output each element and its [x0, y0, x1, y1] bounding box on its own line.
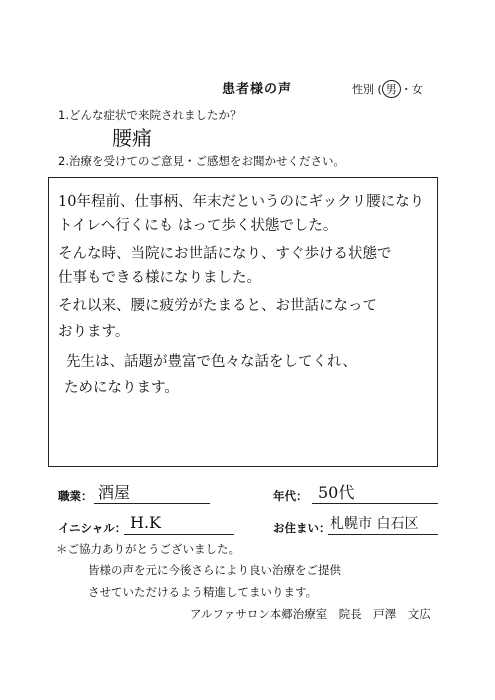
- comment-line: ためになります。: [64, 380, 179, 396]
- thanks-note: ＊ご協力ありがとうございました。: [56, 542, 240, 556]
- initial-underline: [124, 534, 234, 535]
- question-1: 1.どんな症状で来院されましたか？: [58, 108, 242, 122]
- question-2: 2.治療を受けてのご意見・ご感想をお聞かせください。: [58, 154, 345, 168]
- comment-line: おります。: [58, 324, 130, 340]
- page-title: 患者様の声: [222, 82, 293, 97]
- initial-label: イニシャル：: [58, 521, 127, 535]
- gender-label: 性別: [352, 83, 374, 96]
- address-value: 札幌市 白石区: [330, 516, 419, 532]
- initial-value: H.K: [130, 513, 161, 532]
- address-underline: [328, 534, 438, 535]
- comment-line: それ以来、腰に疲労がたまると、お世話になって: [58, 298, 377, 314]
- comment-line: 10年程前、仕事柄、年末だというのにギックリ腰になり: [58, 194, 425, 210]
- age-label: 年代：: [273, 489, 308, 503]
- comment-line: トイレへ行くにも はって歩く状態でした。: [58, 218, 338, 234]
- job-underline: [94, 503, 210, 504]
- answer-1-handwritten: 腰痛: [112, 126, 152, 150]
- gender-female: 女: [411, 83, 423, 96]
- gender-open-paren: (: [377, 83, 382, 96]
- comment-line: 仕事もできる様になりました。: [58, 270, 261, 286]
- gender-selector: [352, 80, 423, 98]
- message-line-2: させていただけるよう精進してまいります。: [88, 585, 318, 599]
- gender-male-circled: 男: [382, 80, 401, 98]
- age-value: 50代: [318, 483, 355, 502]
- message-line-1: 皆様の声を元に今後さらにより良い治療をご提供: [88, 563, 341, 577]
- address-label: お住まい：: [273, 521, 331, 535]
- comment-line: そんな時、当院にお世話になり、すぐ歩ける状態で: [58, 246, 392, 262]
- age-underline: [312, 503, 438, 504]
- job-value: 酒屋: [98, 483, 131, 502]
- comment-line: 先生は、話題が豊富で色々な話をしてくれ、: [66, 354, 357, 370]
- job-label: 職業：: [58, 489, 93, 503]
- gender-separator: ・: [400, 83, 412, 96]
- clinic-signature: アルファサロン本郷治療室 院長 戸澤 文広: [190, 607, 431, 621]
